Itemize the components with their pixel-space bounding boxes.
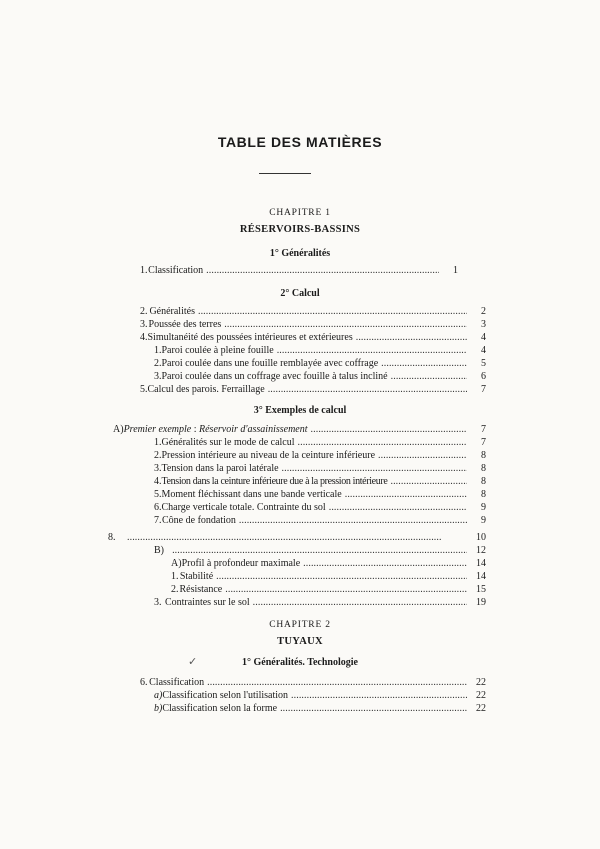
entry-label: Poussée des terres (148, 319, 222, 330)
entry-page: 9 (481, 502, 486, 513)
entry-page: 7 (481, 384, 486, 395)
toc-entry[interactable] (154, 463, 486, 475)
entry-page: 3 (481, 319, 486, 330)
entry-page: 22 (476, 677, 486, 688)
leader-dots (268, 384, 467, 396)
chapter-label: CHAPITRE 1 (269, 208, 331, 218)
entry-label: Profil à profondeur maximale (181, 558, 301, 569)
entry-label: Simultanéité des poussées intérieures et extérieures (147, 332, 353, 343)
entry-number: a) (154, 690, 163, 701)
entry-label: Généralités (149, 306, 195, 317)
entry-page: 8 (481, 463, 486, 474)
leader-dots (198, 306, 467, 318)
toc-entry[interactable] (140, 265, 458, 277)
leader-dots (311, 424, 467, 436)
entry-page: 6 (481, 371, 486, 382)
leader-dots (207, 677, 467, 689)
entry-number: 7. (154, 515, 162, 526)
toc-entry[interactable] (154, 515, 486, 527)
entry-number: 1. (171, 571, 179, 582)
section-heading (0, 657, 600, 668)
section-heading (0, 248, 600, 259)
entry-number: 3. (140, 319, 148, 330)
toc-entry[interactable] (154, 545, 486, 557)
leader-dots (280, 703, 467, 715)
toc-entry[interactable] (171, 558, 486, 570)
entry-label: Tension dans la paroi latérale (161, 463, 279, 474)
entry-label: Classification selon l'utilisation (162, 690, 289, 701)
entry-number: A) (113, 424, 124, 435)
leader-dots (391, 371, 467, 383)
leader-dots (206, 265, 439, 277)
entry-page: 22 (476, 703, 486, 714)
entry-number: 2. (140, 306, 148, 317)
entry-page: 4 (481, 345, 486, 356)
toc-entry[interactable] (171, 584, 486, 596)
toc-entry[interactable] (154, 502, 486, 514)
entry-label-italic: Premier exemple (123, 424, 192, 435)
title-divider (259, 173, 311, 174)
leader-dots (390, 476, 467, 488)
toc-entry[interactable] (154, 450, 486, 462)
entry-label: Moment fléchissant dans une bande verticale (161, 489, 342, 500)
entry-page: 15 (476, 584, 486, 595)
leader-dots (172, 545, 467, 557)
entry-page: 8 (481, 450, 486, 461)
leader-dots (253, 597, 467, 609)
toc-entry[interactable] (108, 532, 486, 544)
entry-page: 22 (476, 690, 486, 701)
toc-entry[interactable] (140, 677, 486, 689)
toc-entry[interactable] (154, 597, 486, 609)
entry-label: Tension dans la ceinture inférieure due à la pression intérieure (161, 476, 388, 487)
entry-number: 4. (140, 332, 148, 343)
handwritten-check-mark: ✓ (188, 656, 198, 668)
leader-dots (356, 332, 467, 344)
entry-number: 2. (154, 358, 162, 369)
entry-label: Généralités sur le mode de calcul (161, 437, 295, 448)
section-number: 1° (242, 657, 252, 668)
toc-entry[interactable] (140, 384, 486, 396)
leader-dots (224, 319, 467, 331)
entry-number: 4. (154, 476, 162, 487)
entry-number: 3. (154, 371, 162, 382)
toc-entry[interactable] (171, 571, 486, 583)
toc-entry[interactable] (154, 345, 486, 357)
entry-label-italic-2: Réservoir d'assainissement (199, 424, 308, 435)
leader-dots (291, 690, 467, 702)
toc-entry[interactable] (154, 437, 486, 449)
entry-page: 7 (481, 437, 486, 448)
leader-dots (345, 489, 467, 501)
entry-number: 2. (154, 450, 162, 461)
leader-dots (298, 437, 468, 449)
entry-number: B) (154, 545, 164, 556)
entry-number: b) (154, 703, 163, 714)
entry-number: 1. (154, 345, 162, 356)
toc-entry[interactable] (113, 424, 486, 436)
entry-number: 5. (154, 489, 162, 500)
entry-number: 8. (108, 532, 116, 543)
entry-number: 2. (171, 584, 179, 595)
leader-dots (381, 358, 467, 370)
entry-page: 14 (476, 571, 486, 582)
leader-dots (303, 558, 467, 570)
entry-label: Paroi coulée dans un coffrage avec fouille à talus incliné (161, 371, 388, 382)
section-number: 1° (269, 248, 279, 259)
section-title: Calcul (291, 288, 320, 299)
entry-page: 1 (453, 265, 458, 276)
entry-number: A) (171, 558, 182, 569)
entry-label: Calcul des parois. Ferraillage (147, 384, 265, 395)
entry-page: 4 (481, 332, 486, 343)
entry-number: 3. (154, 597, 162, 608)
entry-label-separator: : (191, 424, 199, 435)
leader-dots (282, 463, 467, 475)
leader-dots (329, 502, 467, 514)
entry-label: Paroi coulée dans une fouille remblayée avec coffrage (161, 358, 379, 369)
chapter-title: TUYAUX (277, 636, 323, 647)
entry-page: 8 (481, 489, 486, 500)
toc-entry[interactable] (154, 358, 486, 370)
leader-dots (127, 532, 467, 544)
leader-dots (225, 584, 467, 596)
section-heading (0, 288, 600, 299)
section-number: 2° (280, 288, 290, 299)
toc-entry[interactable] (154, 489, 486, 501)
entry-label: Stabilité (179, 571, 214, 582)
leader-dots (216, 571, 467, 583)
entry-page: 10 (476, 532, 486, 543)
chapter-title: RÉSERVOIRS-BASSINS (239, 224, 361, 235)
leader-dots (378, 450, 467, 462)
toc-entry[interactable] (154, 476, 486, 488)
section-title: Exemples de calcul (265, 405, 347, 416)
entry-label: Contraintes sur le sol (164, 597, 250, 608)
leader-dots (239, 515, 467, 527)
entry-number: 5. (140, 384, 148, 395)
toc-entry[interactable] (154, 371, 486, 383)
entry-label (124, 424, 308, 436)
page-title: TABLE DES MATIÈRES (217, 134, 383, 150)
toc-entry[interactable] (154, 703, 486, 715)
entry-number: 1. (140, 265, 148, 276)
entry-number: 6. (140, 677, 148, 688)
toc-entry[interactable] (154, 690, 486, 702)
section-title: Généralités (281, 248, 331, 259)
section-number: 3° (253, 405, 263, 416)
toc-entry[interactable] (140, 332, 486, 344)
entry-page: 2 (481, 306, 486, 317)
entry-page: 8 (481, 476, 486, 487)
entry-label: Cône de fondation (162, 515, 236, 526)
entry-page: 7 (481, 424, 486, 435)
entry-label: Paroi coulée à pleine fouille (161, 345, 274, 356)
entry-label: Charge verticale totale. Contrainte du sol (161, 502, 326, 513)
entry-label: Classification (149, 677, 205, 688)
entry-number: 6. (154, 502, 162, 513)
toc-entry[interactable] (140, 319, 486, 331)
entry-page: 5 (481, 358, 486, 369)
entry-page: 19 (476, 597, 486, 608)
entry-label: Résistance (179, 584, 223, 595)
entry-number: 1. (154, 437, 162, 448)
entry-number: 3. (154, 463, 162, 474)
entry-label: Pression intérieure au niveau de la ceinture inférieure (161, 450, 376, 461)
leader-dots (277, 345, 467, 357)
entry-page: 12 (476, 545, 486, 556)
entry-label: Classification selon la forme (162, 703, 278, 714)
section-title: Généralités. Technologie (253, 657, 358, 668)
entry-page: 14 (476, 558, 486, 569)
chapter-label: CHAPITRE 2 (269, 620, 331, 630)
entry-label: Classification (148, 265, 204, 276)
toc-entry[interactable] (140, 306, 486, 318)
entry-page: 9 (481, 515, 486, 526)
section-heading (0, 405, 600, 416)
